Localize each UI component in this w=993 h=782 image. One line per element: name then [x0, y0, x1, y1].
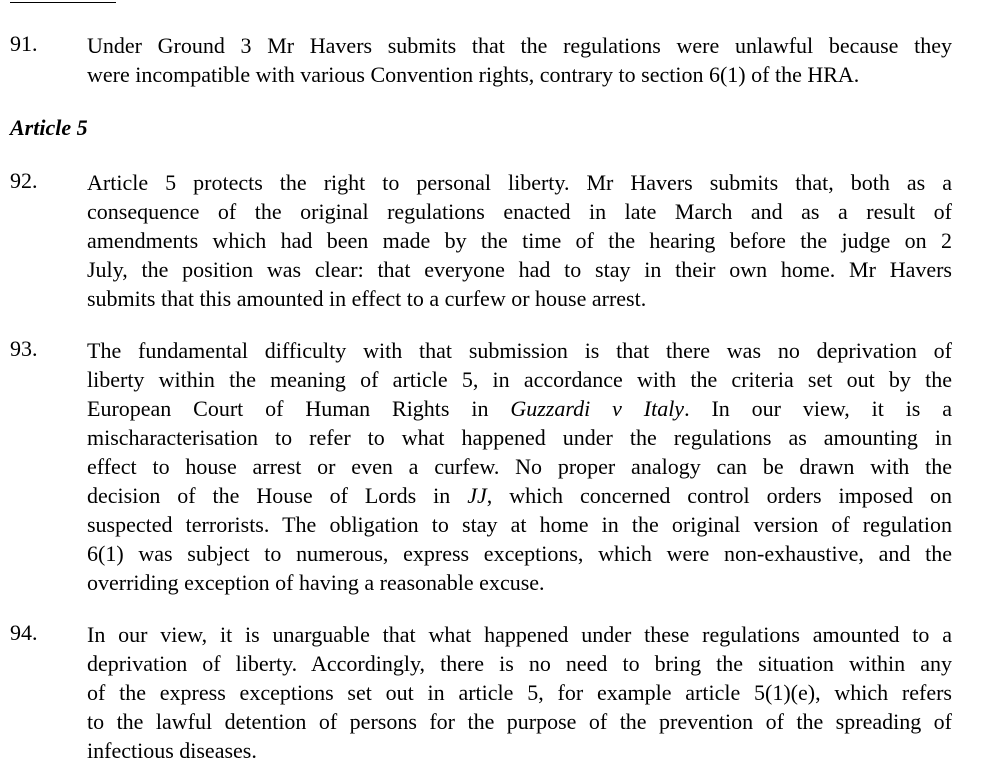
paragraph-number: 93.	[10, 336, 38, 361]
paragraph-line	[87, 481, 952, 510]
paragraph-line: The fundamental difficulty with that submission is that there was no deprivation of	[87, 338, 952, 363]
line-text: . In our view, it is a	[684, 396, 953, 421]
paragraph-line: were incompatible with various Convention rights, contrary to section 6(1) of the HRA.	[87, 62, 860, 87]
line-text: decision of the House of Lords in	[87, 483, 451, 508]
paragraph-line: liberty within the meaning of article 5, in accordance with the criteria set out by the	[87, 367, 952, 392]
paragraph-line: effect to house arrest or even a curfew. No proper analogy can be drawn with the	[87, 454, 952, 479]
paragraph-line	[87, 394, 952, 423]
paragraph-line: consequence of the original regulations enacted in late March and as a result of	[87, 199, 952, 224]
paragraph-line: overriding exception of having a reasonable excuse.	[87, 570, 545, 595]
paragraph-line: mischaracterisation to refer to what happened under the regulations as amounting in	[87, 425, 952, 450]
paragraph-number: 94.	[10, 620, 38, 645]
paragraph-line: amendments which had been made by the time of the hearing before the judge on 2	[87, 228, 952, 253]
paragraph-line: deprivation of liberty. Accordingly, there is no need to bring the situation within any	[87, 651, 952, 676]
paragraph-line: Article 5 protects the right to personal liberty. Mr Havers submits that, both as a	[87, 170, 952, 195]
paragraph-line: submits that this amounted in effect to a curfew or house arrest.	[87, 286, 647, 311]
paragraph-number: 92.	[10, 168, 38, 193]
paragraph-line: suspected terrorists. The obligation to stay at home in the original version of regulation	[87, 512, 952, 537]
top-divider	[10, 2, 116, 3]
paragraph-line: to the lawful detention of persons for the purpose of the prevention of the spreading of	[87, 709, 952, 734]
line-text: European Court of Human Rights in	[87, 396, 489, 421]
paragraph-line: 6(1) was subject to numerous, express exceptions, which were non-exhaustive, and the	[87, 541, 952, 566]
section-heading: Article 5	[10, 115, 88, 140]
case-citation: JJ	[467, 483, 487, 508]
paragraph-line: July, the position was clear: that everyone had to stay in their own home. Mr Havers	[87, 257, 952, 282]
paragraph-line: infectious diseases.	[87, 738, 257, 763]
line-text: , which concerned control orders imposed on	[486, 483, 953, 508]
case-citation: Guzzardi v Italy	[510, 396, 685, 421]
paragraph-line: Under Ground 3 Mr Havers submits that the regulations were unlawful because they	[87, 33, 952, 58]
paragraph-number: 91.	[10, 31, 38, 56]
paragraph-line: In our view, it is unarguable that what happened under these regulations amounted to a	[87, 622, 952, 647]
paragraph-line: of the express exceptions set out in article 5, for example article 5(1)(e), which refers	[87, 680, 952, 705]
